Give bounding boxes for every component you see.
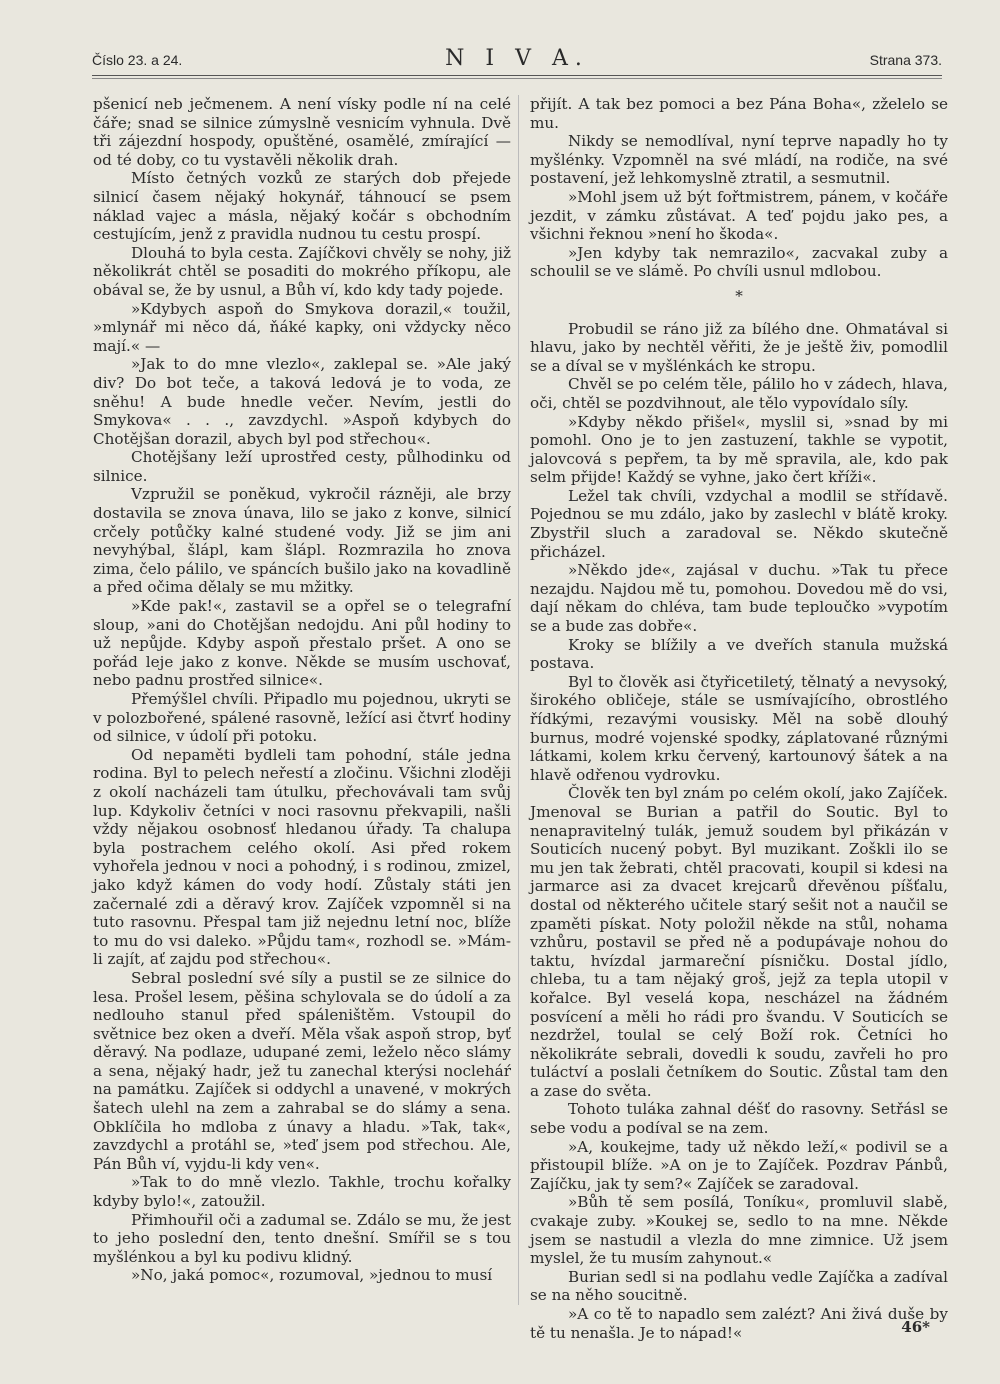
column-divider [518, 95, 519, 1305]
paragraph: přijít. A tak bez pomoci a bez Pána Boha«, zželelo se mu. [530, 95, 948, 132]
paragraph: Nikdy se nemodlíval, nyní teprve napadly ho ty myšlénky. Vzpomněl na své mládí, na rodiče, na své postavení, jež lehkomyslně ztratil, a sesmutnil. [530, 132, 948, 188]
paragraph: Tohoto tuláka zahnal déšť do rasovny. Setřásl se sebe vodu a podíval se na zem. [530, 1100, 948, 1138]
header-rule [92, 75, 942, 76]
paragraph: pšenicí neb ječmenem. A není vísky podle ní na celé čáře; snad se silnice zúmyslně vesnicím vyhnula. Dvě tři zájezdní hospody, opuštěné, osamělé, zmírající — od té doby, co tu vystavěli několik drah. [93, 95, 511, 169]
paragraph: Místo četných vozků ze starých dob přejede silnicí časem nějaký hokynář, táhnoucí se psem náklad vajec a másla, nějaký kočár s obchodním cestujícím, jenž z pravidla nudnou tu cestu prospí. [93, 169, 511, 244]
paragraph: »A co tě to napadlo sem zalézt? Ani živá duše by tě tu nenašla. Je to nápad!« [530, 1305, 948, 1342]
paragraph: »Někdo jde«, zajásal v duchu. »Tak tu přece nezajdu. Najdou mě tu, pomohou. Dovedou mě do vsi, dají někam do chléva, tam bude teploučko »vypotím se a bude zas dobře«. [530, 561, 948, 636]
paragraph: Dlouhá to byla cesta. Zajíčkovi chvěly se nohy, již několikrát chtěl se posaditi do mokrého příkopu, ale obával se, že by usnul, a Bůh ví, kdo kdy tady pojede. [93, 243, 511, 299]
paragraph: Vzpružil se poněkud, vykročil rázněji, ale brzy dostavila se znova únava, lilo se jako z konve, silnicí crčely potůčky kalné studené vody. Již se jim ani nevyhýbal, šlápl, kam šlápl. Rozmrazila ho znova zima, čelo pálilo, ve spáncích bušilo jako na kovadlině a před očima dělaly se mu mžitky. [93, 485, 511, 597]
paragraph: »Kdyby někdo přišel«, myslil si, »snad by mi pomohl. Ono je to jen zastuzení, takhle se vypotit, jalovcová s pepřem, ta by mě spravila, ale, kdo pak selm přijde! Každý se vyhne, jako čert kříži«. [530, 412, 948, 487]
paragraph: »Tak to do mně vlezlo. Takhle, trochu kořalky kdyby bylo!«, zatoužil. [93, 1173, 511, 1211]
paragraph: Od nepaměti bydleli tam pohodní, stále jedna rodina. Byl to pelech neřestí a zločinu. Všichni zloději z okolí nacházeli tam útulku, přechovávali tam svůj lup. Kdykoliv četníci v noci rasovnu překvapili, našli vždy nějakou osobnosť hledanou úřady. Ta chalupa byla postrachem celého okolí. Asi před rokem vyhořela jednou v noci a pohodný, i s rodinou, zmizel, jako když kámen do vody hodí. Zůstaly státi jen začernalé zdi a děravý krov. Zajíček vzpomněl si na tuto rasovnu. Přespal tam již nejednu letní noc, blíže to mu do vsi daleko. »Půjdu tam«, rozhodl se. »Mám-li zajít, ať zajdu pod střechou«. [93, 745, 511, 969]
issue-number: Číslo 23. a 24. [92, 52, 183, 68]
paragraph: »Mohl jsem už být fořtmistrem, pánem, v kočáře jezdit, v zámku zůstávat. A teď pojdu jako pes, a všichni řeknou »není ho škoda«. [530, 187, 948, 244]
paragraph: »Kdybych aspoň do Smykova dorazil,« toužil, »mlynář mi něco dá, ňáké kapky, oni vždycky něco mají.« — [93, 299, 511, 355]
paragraph: Kroky se blížily a ve dveřích stanula mužská postava. [530, 635, 948, 673]
paragraph: Sebral poslední své síly a pustil se ze silnice do lesa. Prošel lesem, pěšina schylovala se do údolí a za nedlouho stanul před spáleništěm. Vstoupil do světnice bez oken a dveří. Měla však aspoň strop, byť děravý. Na podlaze, udupané zemi, leželo něco slámy a sena, nějaký hadr, jež tu zanechal kterýsi nocleháŕ na památku. Zajíček si oddychl a unavené, v mokrých šatech ulehl na zem a zahrabal se do slámy a sena. Obklíčila ho mdloba z únavy a hladu. »Tak, tak«, zavzdychl a protáhl se, »teď jsem pod střechou. Ale, Pán Bůh ví, vyjdu-li kdy ven«. [93, 968, 511, 1173]
header-rule-secondary [92, 78, 942, 79]
page-header [92, 46, 942, 74]
paragraph: »Jak to do mne vlezlo«, zaklepal se. »Ale jaký div? Do bot teče, a taková ledová je to voda, ze sněhu! A bude hnedle večer. Nevím, jestli do Smykova« . . ., zavzdychl. »Aspoň kdybych do Chotějšan dorazil, abych byl pod střechou«. [93, 355, 511, 448]
signature-mark: 46* [901, 1318, 930, 1336]
paragraph: »No, jaká pomoc«, rozumoval, »jednou to musí [131, 1266, 493, 1285]
paragraph: Člověk ten byl znám po celém okolí, jako Zajíček. Jmenoval se Burian a patřil do Soutic. Byl to nenapravitelný tulák, jemuž soudem byl přikázán v Souticích nucený pobyt. Byl muzikant. Zoškli ilo se mu jen tak žebrati, chtěl pracovati, koupil si kdesi na jarmarce asi za dvacet krejcarů dřevěnou píšťalu, dostal od některého učitele starý sešit not a naučil se zpaměti pískat. Noty položil někde na stůl, nohama vzhůru, postavil se před ně a podupávaje nohou do taktu, hvízdal jarmareční písničku. Dostal jídlo, chleba, tu a tam nějaký groš, jejž za tepla utopil v kořalce. Byl veselá kopa, nescházel na žádném posvícení a měli ho rádi pro švandu. V Souticích se nezdržel, toulal se celý Boží rok. Četníci ho několikráte sebrali, dovedli k soudu, zavřeli ho pro tuláctví a poslali četníkem do Soutic. Zůstal tam den a zase do světa. [530, 784, 948, 1100]
journal-title: N I V A. [445, 46, 589, 71]
paragraph: Byl to člověk asi čtyřicetiletý, tělnatý a nevysoký, širokého obličeje, stále se usmívajícího, obrostlého řídkými, rezavými vousisky. Měl na sobě dlouhý burnus, modré vojenské spodky, záplatované různými látkami, kolem krku červený, kartounový šátek a na hlavě odřenou vydrovku. [530, 672, 948, 784]
section-break-asterisk: * [735, 286, 743, 305]
left-column [93, 95, 511, 1285]
paragraph: Chvěl se po celém těle, pálilo ho v zádech, hlava, oči, chtěl se pozdvihnout, ale tělo vypovídalo síly. [530, 375, 948, 412]
paragraph: »Jen kdyby tak nemrazilo«, zacvakal zuby a schoulil se ve slámě. Po chvíli usnul mdlobou. [530, 243, 948, 281]
right-column [530, 95, 948, 1342]
paragraph: Přimhouřil oči a zadumal se. Zdálo se mu, že jest to jeho poslední den, tento dnešní. Smířil se s tou myšlénkou a byl ku podivu klidný. [93, 1210, 511, 1266]
paragraph: Ležel tak chvíli, vzdychal a modlil se střídavě. Pojednou se mu zdálo, jako by zaslechl v blátě kroky. Zbystřil sluch a zaradoval se. Někdo skutečně přicházel. [530, 486, 948, 561]
paragraph: Probudil se ráno již za bílého dne. Ohmatával si hlavu, jako by nechtěl věřiti, že je ještě živ, pomodlil se a díval se v myšlénkách ke stropu. [530, 319, 948, 375]
paragraph: Chotějšany leží uprostřed cesty, půlhodinku od silnice. [93, 448, 511, 485]
paragraph: Přemýšlel chvíli. Připadlo mu pojednou, ukryti se v polozbořené, spálené rasovně, ležící asi čtvrť hodiny od silnice, v údolí při potoku. [93, 690, 511, 746]
paragraph: »A, koukejme, tady už někdo leží,« podivil se a přistoupil blíže. »A on je to Zajíček. Pozdrav Pánbů, Zajíčku, jak ty sem?« Zajíček se zaradoval. [530, 1137, 948, 1193]
paragraph: »Kde pak!«, zastavil se a opřel se o telegrafní sloup, »ani do Chotějšan nedojdu. Ani půl hodiny to už nepůjde. Kdyby aspoň přestalo pršet. A ono se pořád leje jako z konve. Někde se musím uschovať, nebo padnu prostřed silnice«. [93, 597, 511, 690]
paragraph: Burian sedl si na podlahu vedle Zajíčka a zadíval se na něho soucitně. [530, 1267, 948, 1305]
paragraph: »Bůh tě sem posílá, Toníku«, promluvil slabě, cvakaje zuby. »Koukej se, sedlo to na mne. Někde jsem se nastudil a vlezla do mne zimnice. Už jsem myslel, že tu musím zahynout.« [530, 1193, 948, 1268]
page-number: Strana 373. [869, 52, 942, 68]
